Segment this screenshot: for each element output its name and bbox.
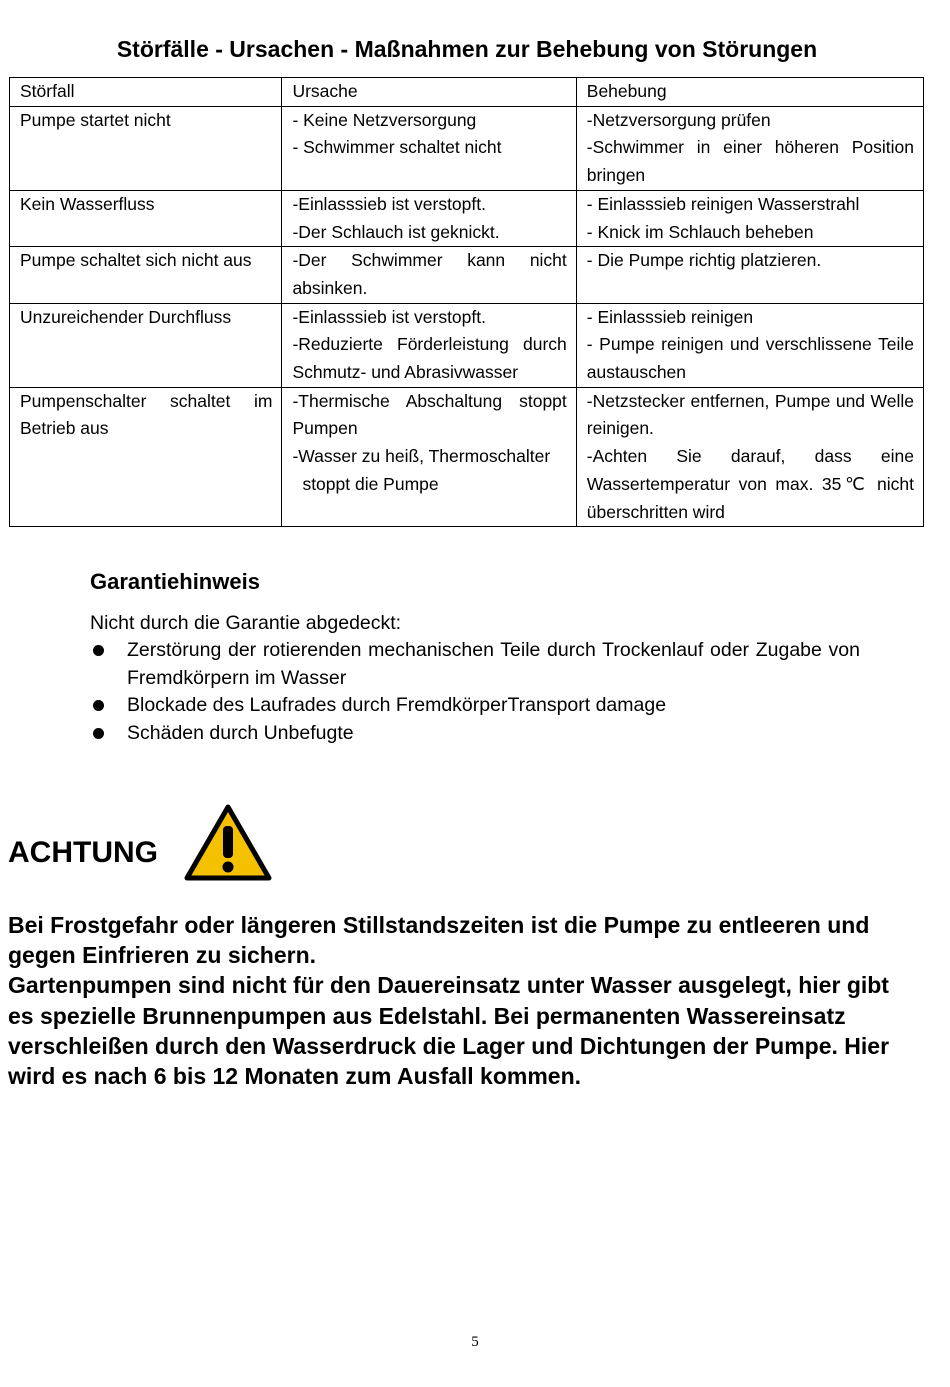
table-row [10,303,924,387]
issue-cell [10,106,282,190]
list-item-text: Schäden durch Unbefugte [127,722,354,745]
cause-cell [282,106,576,190]
column-header-fix: Behebung [576,78,923,107]
list-item [90,637,860,692]
issue-cell [10,247,282,303]
column-header-cause: Ursache [282,78,576,107]
fix-text: - Einlasssieb reinigen Wasserstrahl [586,193,860,214]
fix-text: - Die Pumpe richtig platzieren. [586,250,822,271]
cause-text: -Einlasssieb ist verstopft. [292,193,486,214]
fix-text: - Knick im Schlauch beheben [586,221,814,242]
bullet-icon [93,728,104,739]
fix-cell [576,387,923,527]
table-row [10,106,924,190]
issue-text: Pumpenschalter schaltet im Betrieb aus [20,390,273,439]
warranty-intro: Nicht durch die Garantie abgedeckt: [90,612,402,634]
issue-cell [10,387,282,527]
list-item [90,692,860,720]
fix-cell [576,247,923,303]
cause-text: -Der Schlauch ist geknickt. [292,221,500,242]
warranty-list [90,637,860,748]
list-item-text: Blockade des Laufrades durch FremdkörperTransport damage [127,694,667,717]
cause-text: -Thermische Abschaltung stoppt Pumpen [292,390,567,439]
warning-text [8,910,908,1091]
issue-cell [10,303,282,387]
table-row [10,387,924,527]
cause-text: -Einlasssieb ist verstopft. [292,306,486,327]
fix-text: -Achten Sie darauf, dass eine Wassertemperatur von max. 35℃ nicht überschritten wird [586,446,914,522]
bullet-icon [93,645,104,656]
fix-text: -Netzstecker entfernen, Pumpe und Welle reinigen. [586,390,914,439]
list-item [90,720,860,748]
fix-cell [576,303,923,387]
cause-cell [282,303,576,387]
fix-text: -Netzversorgung prüfen [586,109,771,130]
cause-cell [282,190,576,246]
fix-text: -Schwimmer in einer höheren Position bringen [586,137,914,186]
fix-cell [576,190,923,246]
page-title: Störfälle - Ursachen - Maßnahmen zur Behebung von Störungen [116,36,818,62]
cause-text: -Der Schwimmer kann nicht absinken. [292,250,567,298]
warning-paragraph: Bei Frostgefahr oder längeren Stillstandszeiten ist die Pumpe zu entleeren und gegen Einfrieren zu sichern. [8,912,870,969]
issue-text: Pumpe schaltet sich nicht aus [20,250,252,271]
issue-text: Pumpe startet nicht [20,109,171,130]
list-item-text: Zerstörung der rotierenden mechanischen Teile durch Trockenlauf oder Zugabe von Fremdkörpern im Wasser [127,639,860,689]
table-header-row [10,78,924,107]
fix-text: - Einlasssieb reinigen [586,306,754,327]
cause-text: - Keine Netzversorgung [292,109,477,130]
issue-text: Unzureichender Durchfluss [20,306,232,327]
cause-cell [282,247,576,303]
cause-text: -Wasser zu heiß, Thermoschalter [292,446,551,467]
cause-text: -Reduzierte Förderleistung durch Schmutz- und Abrasivwasser [292,334,567,383]
cause-text: - Schwimmer schaltet nicht [292,137,502,158]
fix-text: - Pumpe reinigen und verschlissene Teile austauschen [586,334,914,383]
table-row [10,190,924,246]
table-row [10,247,924,303]
warning-title: ACHTUNG [8,836,158,869]
warning-triangle-icon [183,802,273,882]
fix-cell [576,106,923,190]
troubleshooting-table [9,77,924,527]
column-header-issue: Störfall [10,78,282,107]
warning-paragraph: Gartenpumpen sind nicht für den Dauereinsatz unter Wasser ausgelegt, hier gibt es spezielle Brunnenpumpen aus Edelstahl. Bei permanenten Wassereinsatz verschleißen durch den Wasserdruck die Lager und Dichtungen der Pumpe. Hier wird es nach 6 bis 12 Monaten zum Ausfall kommen. [8,972,890,1090]
issue-text: Kein Wasserfluss [20,193,155,214]
bullet-icon [93,700,104,711]
issue-cell [10,190,282,246]
page-number: 5 [471,1334,479,1350]
cause-text: stoppt die Pumpe [302,473,439,494]
cause-cell [282,387,576,527]
warranty-heading: Garantiehinweis [90,569,260,594]
